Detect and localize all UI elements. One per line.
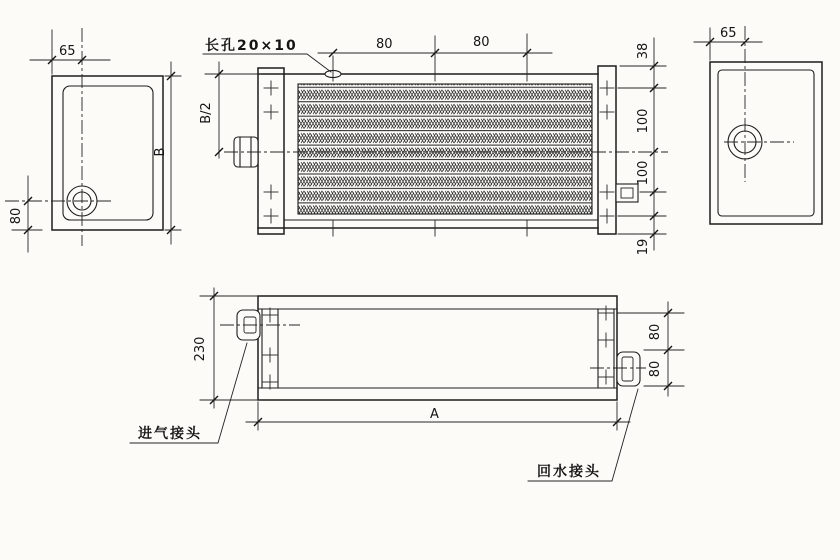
slot-hole-label: 长孔20×10 bbox=[205, 38, 298, 54]
left-end-view bbox=[5, 28, 181, 252]
dim-left-view-width: 65 bbox=[59, 44, 76, 59]
dim-front-upper-row-spacing: 100 bbox=[636, 108, 651, 134]
dim-front-half-height: B/2 bbox=[199, 102, 214, 124]
dim-bottom-length: A bbox=[430, 407, 439, 422]
dim-slot-spacing-1: 80 bbox=[376, 37, 393, 52]
bottom-view-outline bbox=[258, 296, 617, 400]
outlet-fitting-front bbox=[616, 184, 638, 202]
dim-bottom-depth: 230 bbox=[193, 336, 208, 362]
dim-front-lower-row-spacing: 100 bbox=[636, 160, 651, 186]
dim-left-view-hole-offset: 80 bbox=[9, 207, 24, 225]
right-view-outer-outline bbox=[710, 62, 822, 224]
right-end-view bbox=[694, 26, 822, 224]
dim-bottom-lower-spacing: 80 bbox=[648, 360, 663, 378]
fin-core bbox=[298, 84, 592, 214]
dim-bottom-upper-spacing: 80 bbox=[648, 323, 663, 341]
right-dimension-chain bbox=[618, 38, 666, 255]
outlet-connector-label: 回水接头 bbox=[537, 464, 601, 480]
bottom-view bbox=[130, 288, 684, 481]
slot-label-leader bbox=[203, 54, 331, 72]
inlet-connector-label: 进气接头 bbox=[138, 426, 202, 442]
dim-slot-spacing-2: 80 bbox=[473, 35, 490, 50]
front-view bbox=[199, 34, 668, 255]
left-view-inner-outline bbox=[63, 86, 153, 220]
dim-front-bottom-offset: 19 bbox=[636, 238, 651, 256]
right-view-inner-outline bbox=[718, 70, 814, 216]
right-plate-hole-marks-bottom bbox=[599, 306, 613, 384]
dim-right-view-width: 65 bbox=[720, 26, 737, 41]
dim-front-top-offset: 38 bbox=[636, 42, 651, 60]
dim-left-view-height: B bbox=[153, 147, 168, 157]
inlet-fitting-bottom bbox=[220, 310, 300, 340]
left-plate-hole-marks-bottom bbox=[263, 308, 277, 389]
